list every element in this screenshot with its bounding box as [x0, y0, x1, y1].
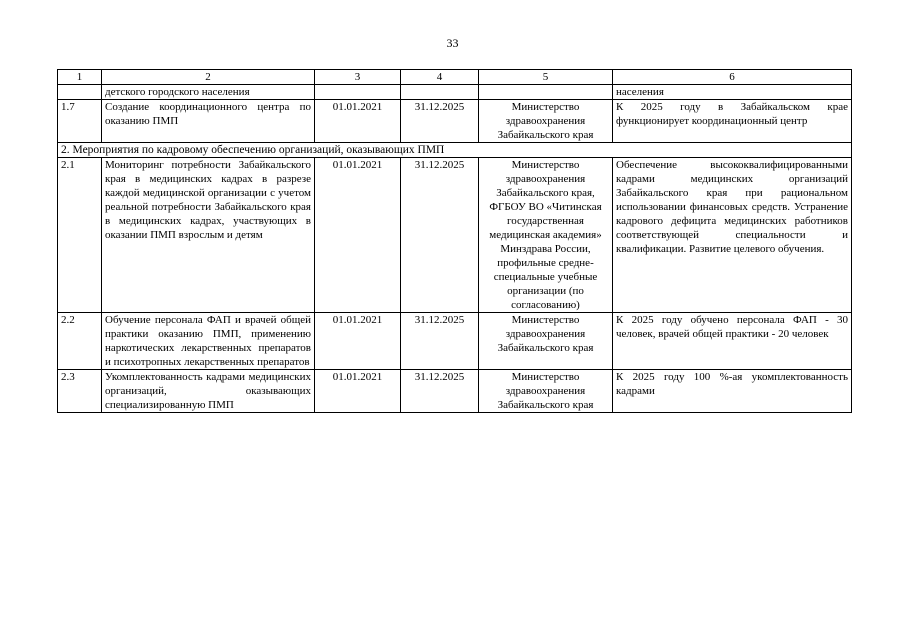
cell-name: Обучение персонала ФАП и врачей общей практики оказанию ПМП, применению наркотических лекарственных препаратов и психотропных лекарственных препаратов: [102, 313, 315, 370]
table-row-continuation: [58, 85, 852, 100]
cell-result: населения: [613, 85, 852, 100]
cell-responsible: Министерство здравоохранения Забайкальского края, ФГБОУ ВО «Читинская государственная медицинская академия» Минздрава России, профильные средне-специальные учебные организации (по согласованию): [479, 158, 613, 313]
cell-start-date: 01.01.2021: [315, 100, 401, 143]
cell-empty: [401, 85, 479, 100]
cell-name: детского городского населения: [102, 85, 315, 100]
cell-empty: [315, 85, 401, 100]
cell-start-date: 01.01.2021: [315, 313, 401, 370]
cell-empty: [58, 85, 102, 100]
header-col-2: 2: [102, 70, 315, 85]
cell-responsible: Министерство здравоохранения Забайкальского края: [479, 313, 613, 370]
table-row-1-7: [58, 100, 852, 143]
table-row-2-1: [58, 158, 852, 313]
cell-number: 1.7: [58, 100, 102, 143]
header-col-3: 3: [315, 70, 401, 85]
cell-result: К 2025 году в Забайкальском крае функционирует координационный центр: [613, 100, 852, 143]
cell-start-date: 01.01.2021: [315, 158, 401, 313]
section-title: 2. Мероприятия по кадровому обеспечению организаций, оказывающих ПМП: [58, 143, 852, 158]
cell-result: Обеспечение высококвалифицированными кадрами медицинских организаций Забайкальского края при рациональном использовании финансовых средств. Устранение кадрового дефицита медицинских работников соответствующей специальности и квалификации. Развитие целевого обучения.: [613, 158, 852, 313]
section-row-2: [58, 143, 852, 158]
header-col-6: 6: [613, 70, 852, 85]
cell-number: 2.2: [58, 313, 102, 370]
cell-start-date: 01.01.2021: [315, 370, 401, 413]
cell-empty: [479, 85, 613, 100]
cell-end-date: 31.12.2025: [401, 100, 479, 143]
header-col-1: 1: [58, 70, 102, 85]
cell-end-date: 31.12.2025: [401, 158, 479, 313]
cell-responsible: Министерство здравоохранения Забайкальского края: [479, 370, 613, 413]
cell-name: Создание координационного центра по оказанию ПМП: [102, 100, 315, 143]
table-row-2-3: [58, 370, 852, 413]
header-col-5: 5: [479, 70, 613, 85]
measures-table: [57, 69, 852, 413]
page-number: 33: [446, 36, 459, 50]
cell-name: Мониторинг потребности Забайкальского края в медицинских кадрах в разрезе каждой медицинской организации с учетом реальной потребности Забайкальского края в медицинских кадрах, участвующих в оказании ПМП взрослым и детям: [102, 158, 315, 313]
cell-responsible: Министерство здравоохранения Забайкальского края: [479, 100, 613, 143]
table-row-2-2: [58, 313, 852, 370]
header-col-4: 4: [401, 70, 479, 85]
cell-number: 2.3: [58, 370, 102, 413]
cell-number: 2.1: [58, 158, 102, 313]
cell-result: К 2025 году обучено персонала ФАП - 30 человек, врачей общей практики - 20 человек: [613, 313, 852, 370]
header-row: [58, 70, 852, 85]
cell-name: Укомплектованность кадрами медицинских организаций, оказывающих специализированную ПМП: [102, 370, 315, 413]
cell-end-date: 31.12.2025: [401, 370, 479, 413]
cell-end-date: 31.12.2025: [401, 313, 479, 370]
cell-result: К 2025 году 100 %-ая укомплектованность кадрами: [613, 370, 852, 413]
